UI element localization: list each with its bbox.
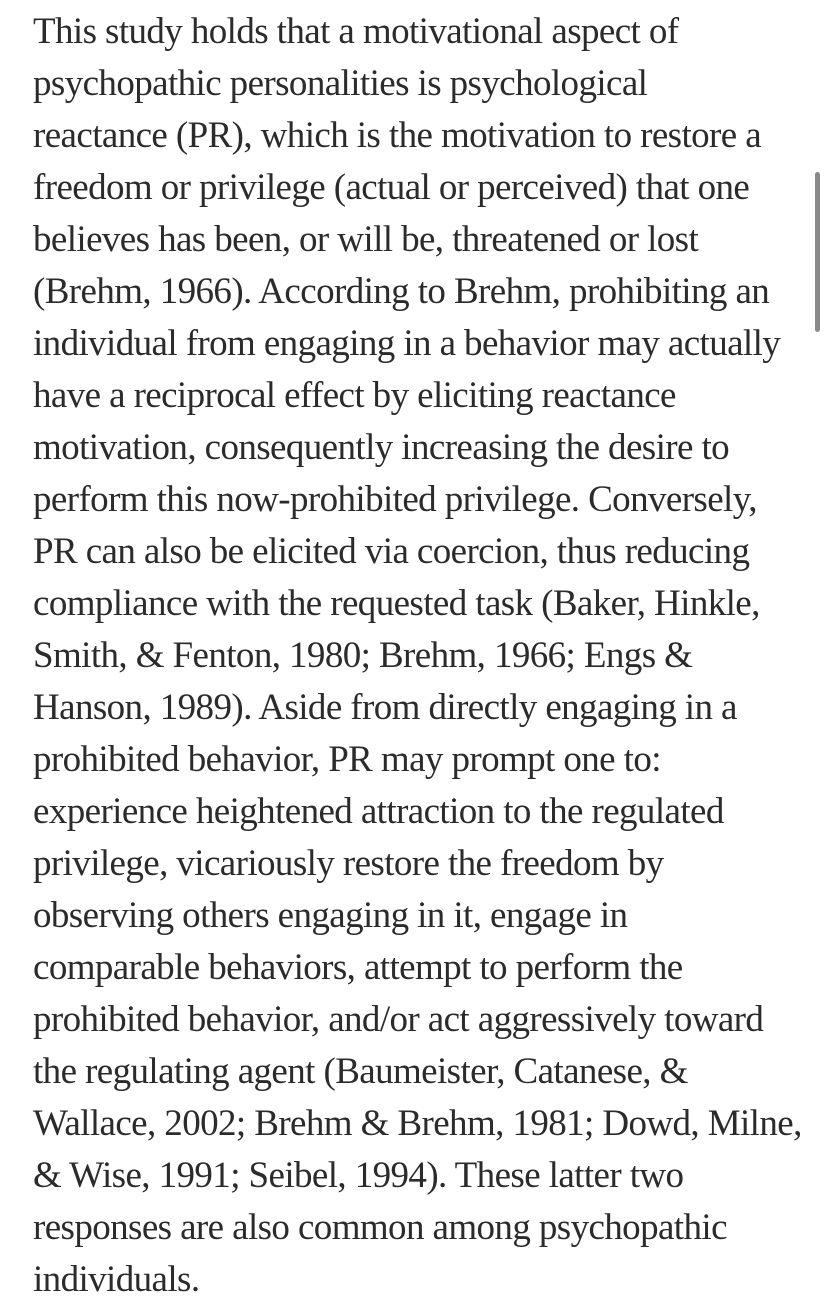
text-line: prohibited behavior, and/or act aggressively toward <box>33 999 764 1040</box>
text-line: Wallace, 2002; Brehm & Brehm, 1981; Dowd, Milne, <box>33 1103 802 1144</box>
scrollbar-thumb[interactable] <box>815 172 820 332</box>
text-line: individuals. <box>33 1259 200 1300</box>
text-line: perform this now-prohibited privilege. Conversely, <box>33 479 757 520</box>
text-line: psychopathic personalities is psychological <box>33 63 648 104</box>
text-line: observing others engaging in it, engage in <box>33 895 628 936</box>
text-line: Smith, & Fenton, 1980; Brehm, 1966; Engs & <box>33 635 693 676</box>
text-line: motivation, consequently increasing the desire to <box>33 427 730 468</box>
text-line: individual from engaging in a behavior may actually <box>33 323 781 364</box>
article-paragraph <box>33 6 803 1303</box>
text-line: experience heightened attraction to the regulated <box>33 791 724 832</box>
text-line: & Wise, 1991; Seibel, 1994). These latter two <box>33 1155 684 1196</box>
text-line: comparable behaviors, attempt to perform the <box>33 947 683 988</box>
text-line: the regulating agent (Baumeister, Catanese, & <box>33 1051 688 1092</box>
text-line: responses are also common among psychopathic <box>33 1207 727 1248</box>
text-line: privilege, vicariously restore the freedom by <box>33 843 664 884</box>
text-line: Hanson, 1989). Aside from directly engaging in a <box>33 687 737 728</box>
text-line: This study holds that a motivational aspect of <box>33 11 679 52</box>
text-line: believes has been, or will be, threatened or lost <box>33 219 699 260</box>
text-line: prohibited behavior, PR may prompt one to: <box>33 739 661 780</box>
text-line: freedom or privilege (actual or perceived) that one <box>33 167 750 208</box>
text-line: have a reciprocal effect by eliciting reactance <box>33 375 676 416</box>
text-line: compliance with the requested task (Baker, Hinkle, <box>33 583 760 624</box>
scrollbar-track[interactable] <box>814 0 828 1303</box>
text-line: (Brehm, 1966). According to Brehm, prohibiting an <box>33 271 770 312</box>
text-line: reactance (PR), which is the motivation to restore a <box>33 115 762 156</box>
text-line: PR can also be elicited via coercion, thus reducing <box>33 531 750 572</box>
